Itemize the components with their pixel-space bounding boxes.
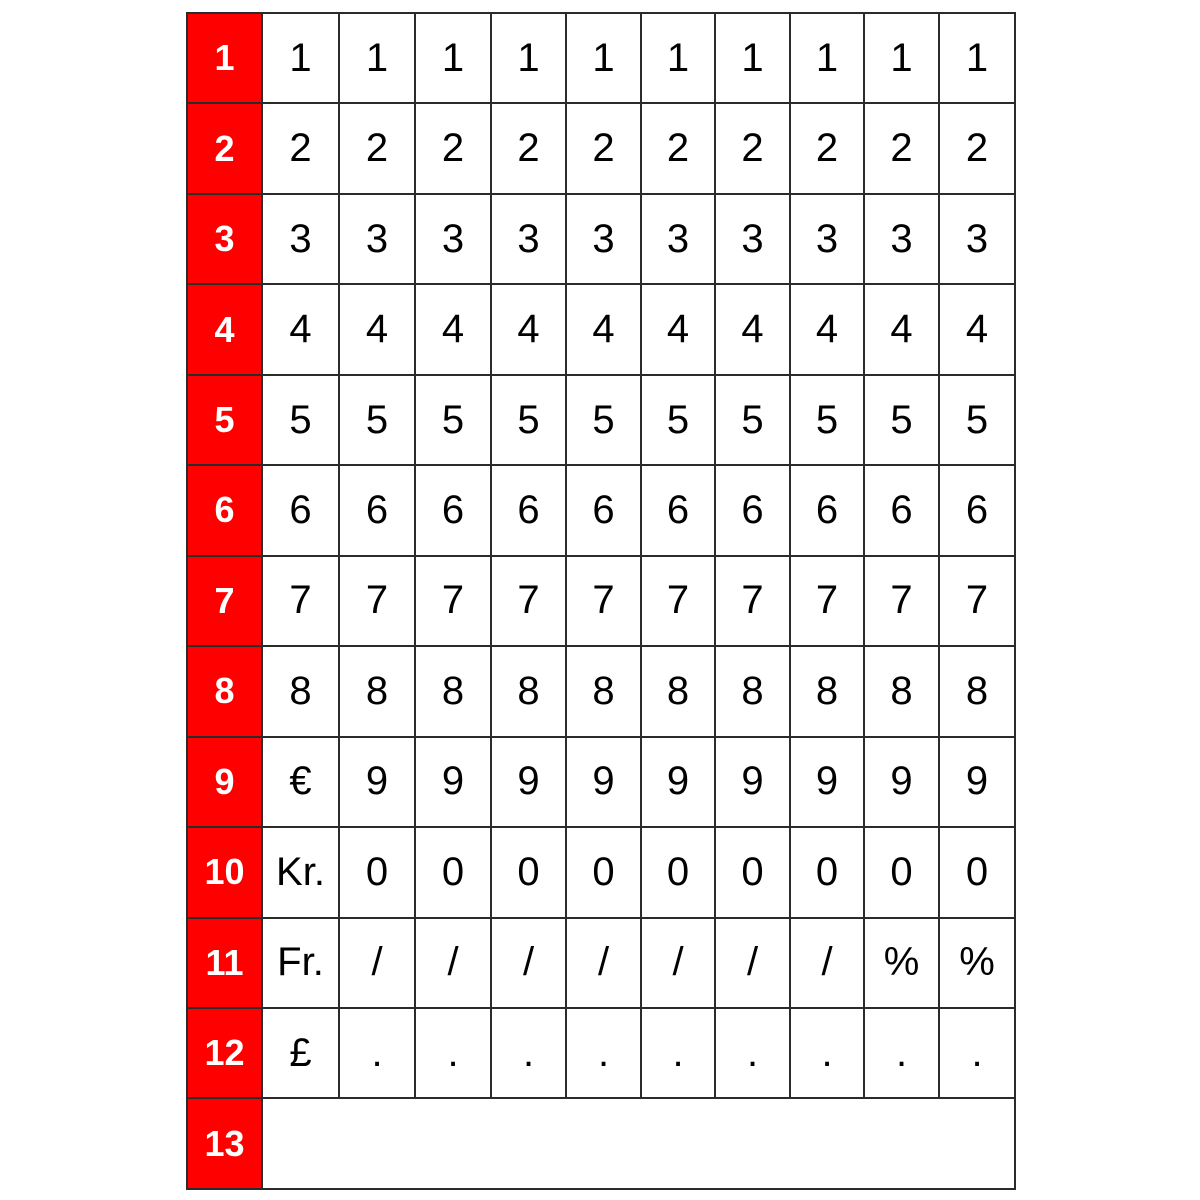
first-column-cell: £ bbox=[262, 1008, 339, 1098]
grid-cell: 6 bbox=[491, 465, 566, 555]
grid-row bbox=[187, 284, 1015, 374]
first-column-cell: 8 bbox=[262, 646, 339, 736]
grid-cell: 9 bbox=[339, 737, 415, 827]
grid-cell: 2 bbox=[491, 103, 566, 193]
grid-cell: 9 bbox=[415, 737, 491, 827]
row-number-label: 13 bbox=[187, 1098, 262, 1188]
grid-row bbox=[187, 737, 1015, 827]
grid-cell: 1 bbox=[790, 13, 864, 103]
grid-cell: 2 bbox=[415, 103, 491, 193]
grid-cell: 7 bbox=[939, 556, 1015, 646]
grid-cell: 3 bbox=[939, 194, 1015, 284]
grid-cell: 8 bbox=[641, 646, 715, 736]
grid-cell: 9 bbox=[790, 737, 864, 827]
grid-cell: 1 bbox=[939, 13, 1015, 103]
grid-cell: 1 bbox=[641, 13, 715, 103]
first-column-cell: Fr. bbox=[262, 918, 339, 1008]
grid-cell: 9 bbox=[566, 737, 641, 827]
grid-body bbox=[187, 13, 1015, 1189]
row-number-label: 1 bbox=[187, 13, 262, 103]
grid-cell: 8 bbox=[939, 646, 1015, 736]
grid-cell: 1 bbox=[566, 13, 641, 103]
grid-cell: 9 bbox=[939, 737, 1015, 827]
grid-cell: 0 bbox=[491, 827, 566, 917]
row-number-label: 3 bbox=[187, 194, 262, 284]
first-column-cell: 3 bbox=[262, 194, 339, 284]
grid-cell: 5 bbox=[641, 375, 715, 465]
grid-cell: 4 bbox=[864, 284, 939, 374]
grid-cell: 8 bbox=[339, 646, 415, 736]
first-column-cell: 6 bbox=[262, 465, 339, 555]
grid-cell: 5 bbox=[491, 375, 566, 465]
grid-cell: 3 bbox=[339, 194, 415, 284]
grid-cell: 2 bbox=[790, 103, 864, 193]
grid-cell: 9 bbox=[641, 737, 715, 827]
row-number-label: 2 bbox=[187, 103, 262, 193]
grid-cell: 7 bbox=[715, 556, 790, 646]
grid-cell: . bbox=[339, 1008, 415, 1098]
grid-cell: % bbox=[864, 918, 939, 1008]
grid-cell: 1 bbox=[339, 13, 415, 103]
grid-cell: 1 bbox=[415, 13, 491, 103]
grid-cell: 4 bbox=[939, 284, 1015, 374]
grid-cell: 8 bbox=[566, 646, 641, 736]
row-number-label: 9 bbox=[187, 737, 262, 827]
grid-row bbox=[187, 103, 1015, 193]
grid-cell: 3 bbox=[566, 194, 641, 284]
grid-cell: 4 bbox=[566, 284, 641, 374]
character-grid bbox=[186, 12, 1016, 1190]
grid-cell: 0 bbox=[641, 827, 715, 917]
grid-cell: 2 bbox=[864, 103, 939, 193]
grid-cell: 0 bbox=[939, 827, 1015, 917]
grid-cell: 8 bbox=[790, 646, 864, 736]
grid-cell: 5 bbox=[790, 375, 864, 465]
grid-cell: 1 bbox=[491, 13, 566, 103]
grid-row bbox=[187, 1008, 1015, 1098]
grid-cell: 4 bbox=[715, 284, 790, 374]
row-number-label: 5 bbox=[187, 375, 262, 465]
row-number-label: 10 bbox=[187, 827, 262, 917]
grid-cell: 5 bbox=[715, 375, 790, 465]
first-column-cell: Kr. bbox=[262, 827, 339, 917]
first-column-cell: € bbox=[262, 737, 339, 827]
first-column-cell: 2 bbox=[262, 103, 339, 193]
grid-cell: 6 bbox=[415, 465, 491, 555]
grid-cell: 3 bbox=[715, 194, 790, 284]
grid-cell: 7 bbox=[415, 556, 491, 646]
grid-cell: 8 bbox=[864, 646, 939, 736]
grid-cell: . bbox=[641, 1008, 715, 1098]
grid-row bbox=[187, 918, 1015, 1008]
grid-cell: 2 bbox=[715, 103, 790, 193]
grid-cell: 5 bbox=[339, 375, 415, 465]
row-number-label: 12 bbox=[187, 1008, 262, 1098]
grid-row bbox=[187, 1098, 1015, 1188]
grid-row bbox=[187, 194, 1015, 284]
grid-cell: / bbox=[566, 918, 641, 1008]
grid-cell: 5 bbox=[864, 375, 939, 465]
grid-cell: . bbox=[491, 1008, 566, 1098]
first-column-cell: 5 bbox=[262, 375, 339, 465]
grid-cell: 4 bbox=[415, 284, 491, 374]
row-number-label: 8 bbox=[187, 646, 262, 736]
grid-cell: 6 bbox=[790, 465, 864, 555]
grid-cell: 7 bbox=[566, 556, 641, 646]
grid-cell: 6 bbox=[641, 465, 715, 555]
grid-cell: 8 bbox=[415, 646, 491, 736]
grid-cell: 6 bbox=[339, 465, 415, 555]
grid-cell: 8 bbox=[715, 646, 790, 736]
grid-cell: . bbox=[790, 1008, 864, 1098]
grid-cell: / bbox=[491, 918, 566, 1008]
grid-cell: 5 bbox=[566, 375, 641, 465]
grid-cell: 0 bbox=[715, 827, 790, 917]
grid-cell: / bbox=[641, 918, 715, 1008]
grid-cell: 0 bbox=[415, 827, 491, 917]
grid-cell: 5 bbox=[939, 375, 1015, 465]
grid-cell: 0 bbox=[864, 827, 939, 917]
grid-row bbox=[187, 646, 1015, 736]
grid-cell: % bbox=[939, 918, 1015, 1008]
grid-cell: 7 bbox=[790, 556, 864, 646]
grid-cell: 4 bbox=[790, 284, 864, 374]
grid-cell: . bbox=[415, 1008, 491, 1098]
grid-cell: 9 bbox=[864, 737, 939, 827]
grid-cell: 1 bbox=[864, 13, 939, 103]
first-column-cell: 1 bbox=[262, 13, 339, 103]
grid-row bbox=[187, 827, 1015, 917]
empty-row-cell bbox=[262, 1098, 1015, 1188]
grid-cell: 7 bbox=[491, 556, 566, 646]
grid-cell: 3 bbox=[790, 194, 864, 284]
grid-cell: 6 bbox=[566, 465, 641, 555]
grid-cell: 6 bbox=[939, 465, 1015, 555]
grid-cell: 6 bbox=[864, 465, 939, 555]
row-number-label: 4 bbox=[187, 284, 262, 374]
grid-cell: / bbox=[339, 918, 415, 1008]
grid-cell: 2 bbox=[939, 103, 1015, 193]
first-column-cell: 4 bbox=[262, 284, 339, 374]
grid-cell: 3 bbox=[864, 194, 939, 284]
grid-cell: . bbox=[939, 1008, 1015, 1098]
grid-cell: 2 bbox=[641, 103, 715, 193]
grid-cell: 0 bbox=[790, 827, 864, 917]
grid-cell: / bbox=[715, 918, 790, 1008]
grid-cell: 7 bbox=[339, 556, 415, 646]
grid-cell: 7 bbox=[641, 556, 715, 646]
grid-cell: / bbox=[415, 918, 491, 1008]
grid-cell: 4 bbox=[491, 284, 566, 374]
grid-cell: 3 bbox=[415, 194, 491, 284]
grid-cell: 4 bbox=[339, 284, 415, 374]
grid-row bbox=[187, 556, 1015, 646]
grid-cell: 4 bbox=[641, 284, 715, 374]
grid-cell: . bbox=[864, 1008, 939, 1098]
grid-cell: 2 bbox=[566, 103, 641, 193]
row-number-label: 7 bbox=[187, 556, 262, 646]
grid-cell: 5 bbox=[415, 375, 491, 465]
row-number-label: 11 bbox=[187, 918, 262, 1008]
grid-cell: 3 bbox=[491, 194, 566, 284]
row-number-label: 6 bbox=[187, 465, 262, 555]
grid-row bbox=[187, 465, 1015, 555]
grid-cell: 1 bbox=[715, 13, 790, 103]
grid-cell: . bbox=[566, 1008, 641, 1098]
grid-cell: 0 bbox=[566, 827, 641, 917]
grid-cell: . bbox=[715, 1008, 790, 1098]
grid-cell: 3 bbox=[641, 194, 715, 284]
grid-cell: / bbox=[790, 918, 864, 1008]
grid-row bbox=[187, 13, 1015, 103]
grid-cell: 9 bbox=[715, 737, 790, 827]
first-column-cell: 7 bbox=[262, 556, 339, 646]
grid-row bbox=[187, 375, 1015, 465]
grid-cell: 8 bbox=[491, 646, 566, 736]
grid-cell: 9 bbox=[491, 737, 566, 827]
grid-cell: 6 bbox=[715, 465, 790, 555]
grid-cell: 7 bbox=[864, 556, 939, 646]
grid-cell: 2 bbox=[339, 103, 415, 193]
grid-cell: 0 bbox=[339, 827, 415, 917]
